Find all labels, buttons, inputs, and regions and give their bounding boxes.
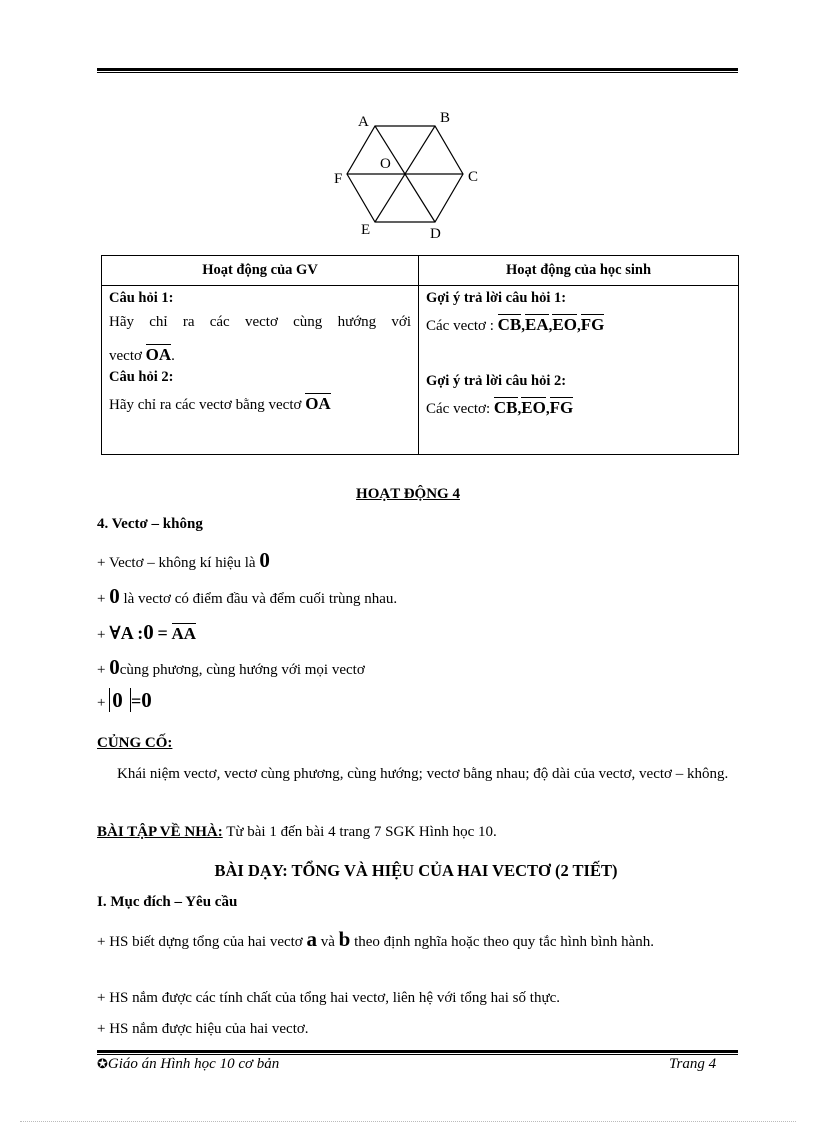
zero-line-3-plus: + — [97, 627, 106, 643]
zero-line-4-plus: + — [97, 662, 106, 678]
a1-line: Các vectơ : CB,EA,EO,FG — [426, 315, 605, 334]
student-cell — [419, 286, 739, 455]
q1-vector: OA — [145, 345, 172, 364]
zero-vector-norm — [109, 688, 131, 712]
a1-vec-eo: EO — [552, 315, 577, 334]
zero-line-3 — [97, 620, 196, 645]
zero-vector-symbol: 0 — [141, 688, 152, 712]
a1-text: Các vectơ : — [426, 318, 494, 334]
q2-title: Câu hỏi 2: — [109, 369, 174, 385]
a1-vec-cb: CB — [497, 315, 522, 334]
zero-vector-symbol: 0 — [112, 688, 123, 712]
zero-vector-symbol: 0 — [259, 548, 270, 572]
label-e: E — [361, 222, 371, 238]
requirement-1-b: theo định nghĩa hoặc theo quy tắc hình bình hành. — [354, 934, 655, 950]
q1-text-a: Hãy chỉ ra các vectơ cùng hướng với — [109, 314, 411, 330]
lesson-title: BÀI DẠY: TỔNG VÀ HIỆU CỦA HAI VECTƠ (2 TIẾT) — [214, 861, 618, 880]
zero-line-2 — [97, 584, 397, 609]
label-c: C — [468, 169, 479, 185]
vector-b: b — [338, 927, 351, 951]
requirement-1-a: + HS biết dựng tổng của hai vectơ — [97, 934, 303, 950]
zero-vector-symbol: 0 — [143, 620, 154, 644]
zero-vector-symbol: 0 — [109, 584, 120, 608]
q2-text: Hãy chỉ ra các vectơ bằng vectơ — [109, 397, 302, 413]
hexagon-figure — [330, 104, 490, 244]
q2-line — [109, 388, 411, 422]
footer-bullet-icon: ✪ — [97, 1056, 108, 1071]
label-d: D — [430, 226, 441, 242]
requirement-1-and: và — [320, 934, 335, 950]
q1-end: . — [171, 348, 175, 364]
footer-left — [97, 1056, 279, 1073]
zero-line-1-text: + Vectơ – không kí hiệu là — [97, 555, 256, 571]
a2-line: Các vectơ: CB,EO,FG — [426, 398, 574, 417]
equals-sign: = — [157, 623, 168, 643]
equals-sign: = — [130, 691, 142, 711]
zero-line-4-text: cùng phương, cùng hướng với mọi vectơ — [119, 662, 365, 678]
zero-line-4 — [97, 655, 365, 680]
q1-text-b: vectơ — [109, 348, 142, 364]
header-rule — [97, 68, 738, 73]
lesson-section: I. Mục đích – Yêu cầu — [97, 894, 238, 910]
homework-text: Từ bài 1 đến bài 4 trang 7 SGK Hình học 10. — [226, 824, 497, 840]
homework-label: BÀI TẬP VỀ NHÀ: — [97, 824, 223, 840]
activity-title: HOẠT ĐỘNG 4 — [356, 486, 460, 502]
zero-line-5 — [97, 688, 152, 713]
label-b: B — [440, 110, 451, 126]
forall-a: ∀A : — [109, 623, 144, 643]
a1-title: Gợi ý trả lời câu hỏi 1: — [426, 290, 567, 306]
review-text: Khái niệm vectơ, vectơ cùng phương, cùng hướng; vectơ bằng nhau; độ dài của vectơ, vectơ – không. — [117, 766, 729, 782]
a1-vec-fg: FG — [580, 315, 605, 334]
zero-line-1 — [97, 548, 270, 573]
a2-text: Các vectơ: — [426, 401, 491, 417]
footer-left-text: Giáo án Hình học 10 cơ bản — [107, 1056, 280, 1072]
requirement-1 — [97, 924, 738, 957]
a2-vec-cb: CB — [493, 398, 518, 417]
zero-line-5-plus: + — [97, 695, 106, 711]
review-title: CỦNG CỐ: — [97, 735, 173, 751]
header-gv: Hoạt động của GV — [102, 256, 419, 286]
zero-line-2-plus: + — [97, 591, 106, 607]
requirement-3: + HS nắm được hiệu của hai vectơ. — [97, 1021, 309, 1037]
footer-page: Trang 4 — [669, 1056, 717, 1072]
zero-line-2-text: là vectơ có điểm đầu và đểm cuối trùng nhau. — [123, 591, 398, 607]
homework-line — [97, 824, 497, 841]
label-a: A — [358, 114, 369, 130]
header-hs: Hoạt động của học sinh — [419, 256, 739, 286]
label-f: F — [334, 171, 343, 187]
label-o: O — [380, 156, 391, 172]
q1-line-b — [109, 339, 411, 373]
zero-vector-symbol: 0 — [109, 655, 120, 679]
activity-table — [101, 255, 739, 455]
q2-vector: OA — [305, 394, 331, 413]
vector-aa: AA — [171, 624, 197, 643]
page-bottom-dots — [20, 1121, 796, 1122]
a2-vec-eo: EO — [521, 398, 546, 417]
activity-heading: 4. Vectơ – không — [97, 516, 203, 532]
requirement-2: + HS nắm được các tính chất của tổng hai vectơ, liên hệ với tổng hai số thực. — [97, 990, 560, 1006]
footer-rule — [97, 1050, 738, 1055]
a1-vec-ea: EA — [525, 315, 549, 334]
q1-title: Câu hỏi 1: — [109, 290, 174, 306]
a2-vec-fg: FG — [549, 398, 574, 417]
vector-a: a — [306, 927, 317, 951]
a2-title: Gợi ý trả lời câu hỏi 2: — [426, 373, 567, 389]
teacher-cell — [102, 286, 419, 455]
